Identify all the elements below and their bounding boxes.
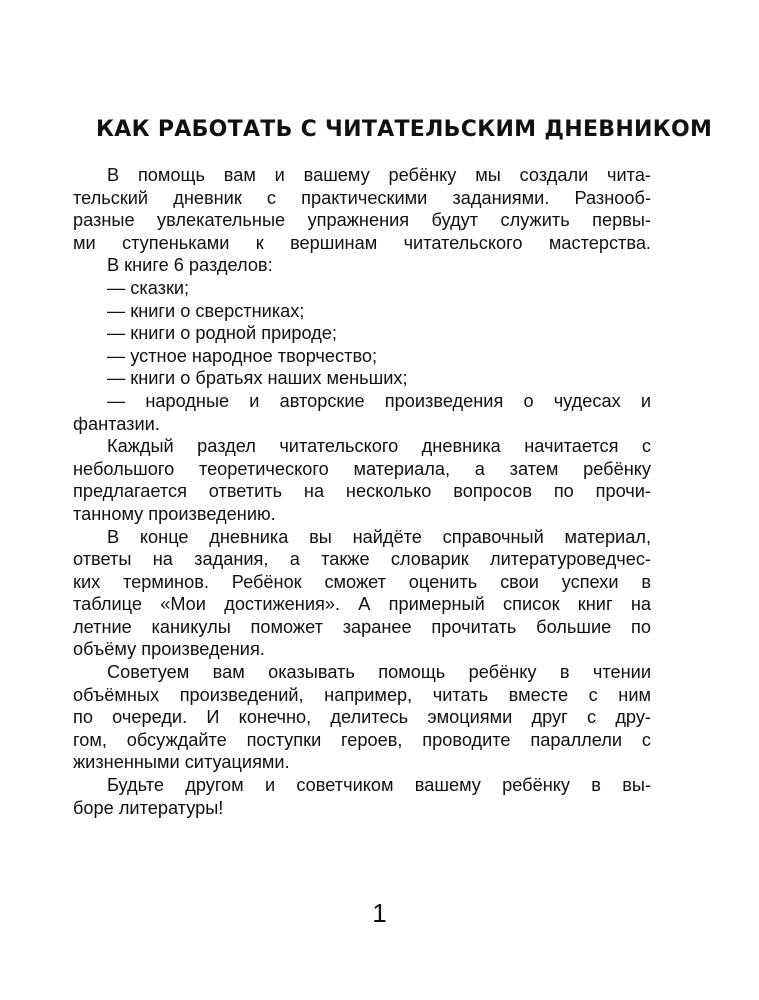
body-text bbox=[73, 164, 651, 819]
text-line: Каждый раздел читательского дневника начитается с bbox=[107, 436, 651, 457]
text-line: по очереди. И конечно, делитесь эмоциями друг с дру- bbox=[73, 707, 651, 728]
text-line: разные увлекательные упражнения будут служить первы- bbox=[73, 210, 651, 231]
text-line: жизненными ситуациями. bbox=[73, 752, 290, 773]
list-item: — сказки; bbox=[107, 277, 190, 298]
page-number: 1 bbox=[372, 898, 387, 928]
text-line: боре литературы! bbox=[73, 797, 224, 818]
text-line: объёму произведения. bbox=[73, 639, 265, 660]
text-line: предлагается ответить на несколько вопросов по прочи- bbox=[73, 481, 651, 502]
text-line: таблице «Мои достижения». А примерный список книг на bbox=[73, 594, 651, 615]
text-line: ми ступеньками к вершинам читательского мастерства. bbox=[73, 232, 651, 253]
text-line: летние каникулы поможет заранее прочитать большие по bbox=[73, 616, 651, 637]
list-item: — книги о родной природе; bbox=[107, 323, 337, 344]
text-line: гом, обсуждайте поступки героев, проводите параллели с bbox=[73, 729, 651, 750]
text-line: небольшого теоретического материала, а затем ребёнку bbox=[73, 458, 651, 479]
text-line: объёмных произведений, например, читать вместе с ним bbox=[73, 684, 651, 705]
text-line: В книге 6 разделов: bbox=[107, 255, 273, 276]
text-line: В помощь вам и вашему ребёнку мы создали чита- bbox=[107, 165, 651, 185]
page-title: КАК РАБОТАТЬ С ЧИТАТЕЛЬСКИМ ДНЕВНИКОМ bbox=[96, 117, 713, 142]
list-item: — устное народное творчество; bbox=[107, 345, 378, 366]
list-item: — народные и авторские произведения о чудесах и bbox=[107, 390, 651, 411]
text-line: фантазии. bbox=[73, 413, 160, 434]
text-line: Советуем вам оказывать помощь ребёнку в чтении bbox=[107, 662, 651, 683]
list-item: — книги о сверстниках; bbox=[107, 300, 305, 321]
text-line: танному произведению. bbox=[73, 503, 276, 524]
text-line: ответы на задания, а также словарик литературоведчес- bbox=[73, 549, 651, 570]
text-line: В конце дневника вы найдёте справочный материал, bbox=[107, 526, 651, 547]
text-line: Будьте другом и советчиком вашему ребёнку в вы- bbox=[107, 775, 651, 796]
list-item: — книги о братьях наших меньших; bbox=[107, 368, 408, 389]
text-line: тельский дневник с практическими заданиями. Разнооб- bbox=[73, 187, 651, 208]
text-line: ких терминов. Ребёнок сможет оценить свои успехи в bbox=[73, 571, 651, 592]
